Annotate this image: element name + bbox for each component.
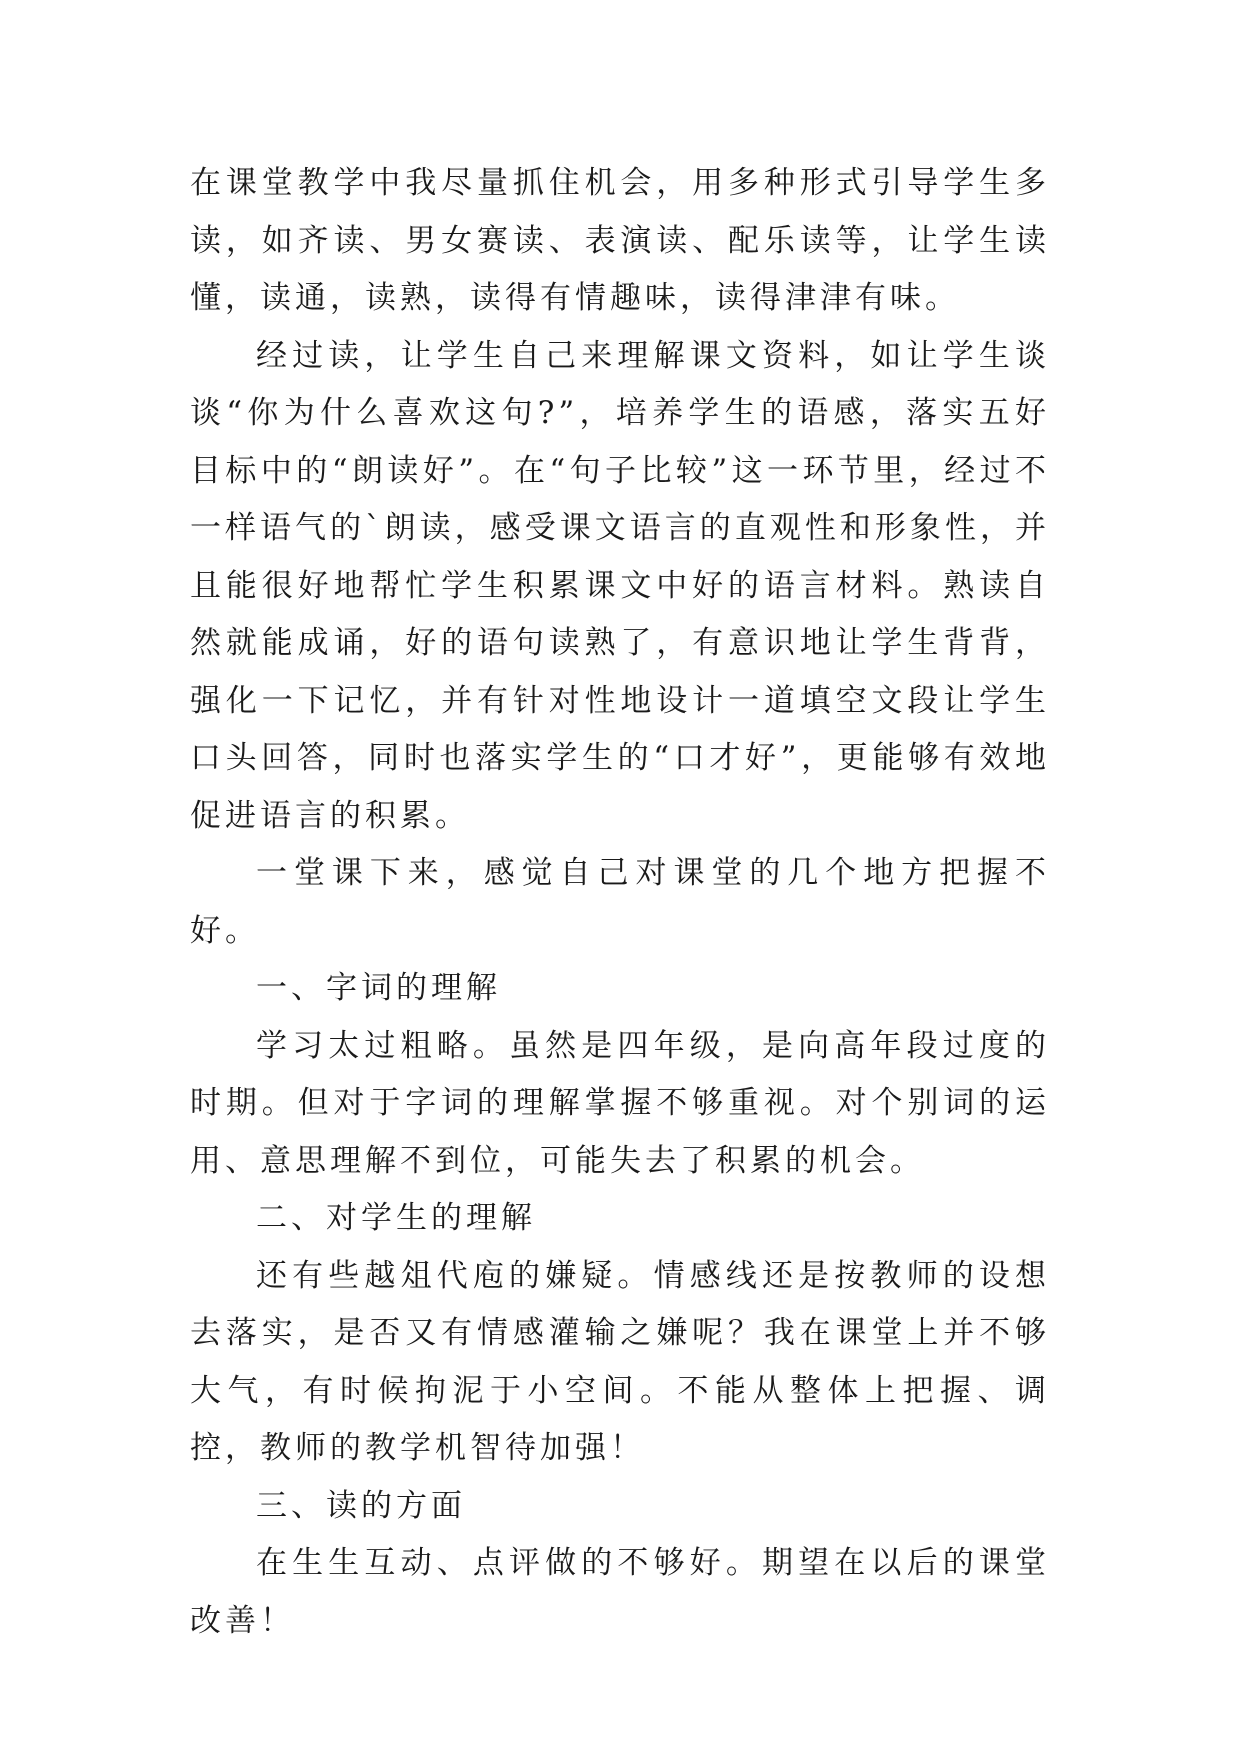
section-heading-student-understanding: 二、对学生的理解 xyxy=(256,1200,536,1236)
paragraph-understanding-text: 经过读，让学生自己来理解课文资料，如让学生谈谈“你为什么喜欢这句?”，培养学生的语感，落实五好目标中的“朗读好”。在“句子比较”这一环节里，经过不一样语气的`朗读，感受课文语言的直观性和形象性，并且能很好地帮忙学生积累课文中好的语言材料。熟读自然就能成诵，好的语句读熟了，有意识地让学生背背，强化一下记忆，并有针对性地设计一道填空文段让学生口头回答，同时也落实学生的“口才好”，更能够有效地促进语言的积累。 xyxy=(190,337,1050,834)
document-body xyxy=(190,155,1050,1650)
section-heading-word-understanding: 一、字词的理解 xyxy=(256,970,501,1006)
paragraph-class-reflection: 一堂课下来，感觉自己对课堂的几个地方把握不好。 xyxy=(190,855,1050,949)
paragraph-word-understanding: 学习太过粗略。虽然是四年级，是向高年段过度的时期。但对于字词的理解掌握不够重视。对个别词的运用、意思理解不到位，可能失去了积累的机会。 xyxy=(190,1027,1050,1179)
paragraph-reading: 在生生互动、点评做的不够好。期望在以后的课堂改善！ xyxy=(190,1545,1050,1639)
paragraph-reading-methods: 在课堂教学中我尽量抓住机会，用多种形式引导学生多读，如齐读、男女赛读、表演读、配乐读等，让学生读懂，读通，读熟，读得有情趣味，读得津津有味。 xyxy=(190,165,1050,316)
paragraph-student-understanding: 还有些越俎代庖的嫌疑。情感线还是按教师的设想去落实，是否又有情感灌输之嫌呢？我在课堂上并不够大气，有时候拘泥于小空间。不能从整体上把握、调控，教师的教学机智待加强！ xyxy=(190,1257,1050,1466)
section-heading-reading: 三、读的方面 xyxy=(256,1487,466,1524)
